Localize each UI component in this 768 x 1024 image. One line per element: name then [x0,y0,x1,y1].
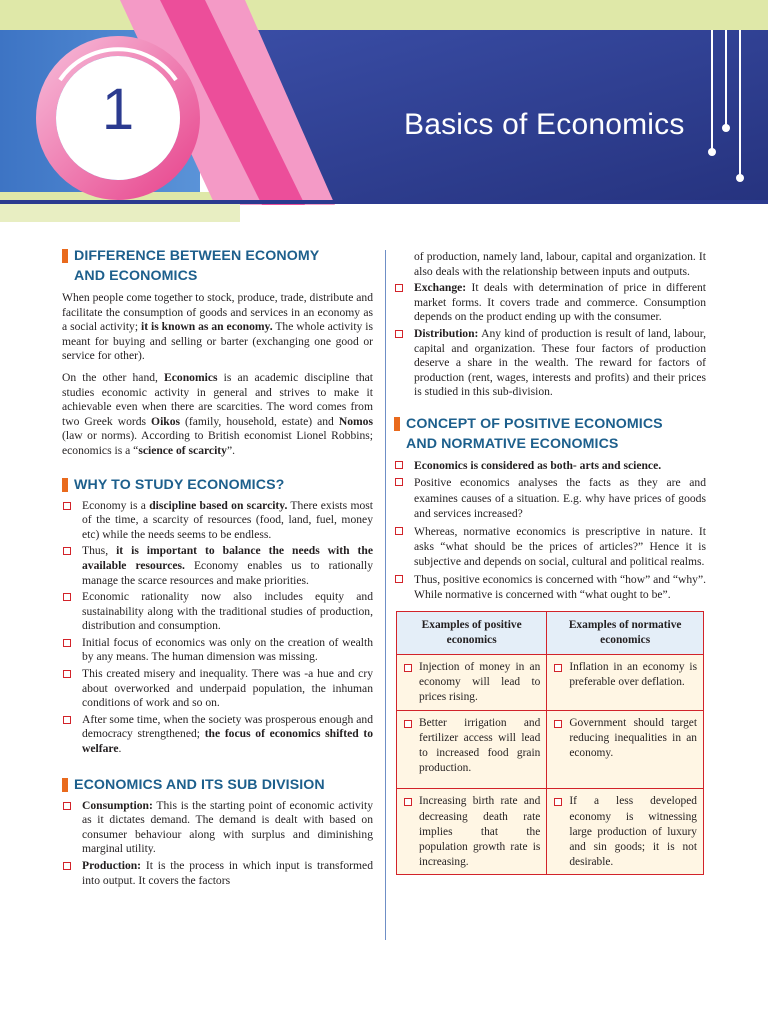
paragraph-economics: On the other hand, Economics is an academic discipline that studies economic activity in general and strives to make it achievable even when there are scarcities. The word comes from two Greek words Oikos (family, household, estate) and Nomos (law or norms). According to British economist Lionel Robbins; economics is a “science of scarcity”. [62,370,373,457]
left-column [62,246,373,890]
sub-division-list-continued [394,250,706,400]
list-item: Economics is considered as both- arts and science. [394,458,706,473]
list-item: Economic rationality now also includes equity and sustainability along with the traditional studies of production, distribution and consumption. [62,590,373,634]
sub-division-list [62,799,373,889]
checkbox-bullet-icon [554,798,562,806]
checkbox-bullet-icon [395,527,403,535]
table-cell: Increasing birth rate and decreasing death rate implies that the population growth rate is increasing. [397,789,547,875]
list-item: Whereas, normative economics is prescriptive in nature. It asks “what should be the prices of articles?” Hence it is subjective and depends on social, cultural and political realms. [394,524,706,570]
table-header-normative: Examples of normative economics [547,611,704,654]
chapter-banner [0,0,768,222]
positive-normative-list [394,458,706,603]
examples-table [396,611,704,876]
chapter-number: 1 [101,77,135,142]
table-row [397,789,704,875]
checkbox-bullet-icon [63,593,71,601]
list-item: Economy is a discipline based on scarcity. There exists most of the time, a scarcity of resources (food, land, fuel, money etc) while the needs seems to be endless. [62,499,373,543]
checkbox-bullet-icon [395,284,403,292]
checkbox-bullet-icon [63,716,71,724]
why-study-list [62,499,373,757]
list-item: Production: It is the process in which input is transformed into output. It covers the factors [62,859,373,888]
checkbox-bullet-icon [63,547,71,555]
table-cell: Inflation in an economy is preferable over deflation. [547,655,704,711]
list-item: Distribution: Any kind of production is result of land, labour, capital and organization. These four factors of production deserve a share in the wealth. The reward for factors of production (rent, wages, interests and profits) and their prices is studied in this sub-division. [394,327,706,400]
checkbox-bullet-icon [63,502,71,510]
heading-line: AND NORMATIVE ECONOMICS [406,435,619,452]
list-item: Positive economics analyses the facts as they are and examines causes of a situation. E.g. why have prices of goods and services increased? [394,475,706,521]
checkbox-bullet-icon [63,639,71,647]
list-item: Initial focus of economics was only on the creation of wealth by any means. The human dimension was missing. [62,636,373,665]
checkbox-bullet-icon [63,670,71,678]
table-header-row [397,611,704,654]
list-item: This created misery and inequality. There was -a hue and cry about overworked and underpaid population, the inhuman conditions of work and so on. [62,667,373,711]
table-row [397,710,704,789]
table-cell: If a less developed economy is witnessing large production of luxury and sin goods; it is not desirable. [547,789,704,875]
heading-line: DIFFERENCE BETWEEN ECONOMY [74,248,320,264]
checkbox-bullet-icon [404,798,412,806]
checkbox-bullet-icon [554,720,562,728]
list-item: Consumption: This is the starting point of economic activity as it dictates demand. The demand is dealt with based on consumer behaviour along with surplus and diminishing marginal utility. [62,799,373,857]
checkbox-bullet-icon [63,802,71,810]
checkbox-bullet-icon [395,575,403,583]
list-item: After some time, when the society was prosperous enough and democracy strengthened; the focus of economics shifted to welfare. [62,713,373,757]
list-item: Exchange: It deals with determination of price in different market forms. It covers trade and commerce. Consumption depends on the product ending up with the consumer. [394,281,706,325]
section-heading-sub-division: ECONOMICS AND ITS SUB DIVISION [62,775,373,795]
list-item-continued: of production, namely land, labour, capital and organization. It also deals with the relationship between inputs and outputs. [414,250,706,278]
table-header-positive: Examples of positive economics [397,611,547,654]
checkbox-bullet-icon [395,330,403,338]
checkbox-bullet-icon [404,720,412,728]
heading-line: CONCEPT OF POSITIVE ECONOMICS [406,415,663,432]
paragraph-economy: When people come together to stock, produce, trade, distribute and facilitate the consumption of goods and services in an economy as a social activity; it is known as an economy. The whole activity is meant for buying and selling or barter (exchanging one good or service for other). [62,291,374,363]
right-column [394,250,706,875]
section-heading-positive-normative [394,414,706,454]
table-row [397,655,704,711]
checkbox-bullet-icon [395,478,403,486]
heading-line: AND ECONOMICS [74,268,198,284]
list-item: Thus, it is important to balance the needs with the available resources. Economy enables us to rationally manage the scarce resources and make priorities. [62,544,373,588]
column-divider [385,250,386,940]
chapter-title: Basics of Economics [404,108,685,141]
list-item: Thus, positive economics is concerned with “how” and “why”. While normative is concerned with “what ought to be”. [394,572,706,603]
checkbox-bullet-icon [63,862,71,870]
table-cell: Government should target reducing inequalities in an economy. [547,710,704,789]
section-heading-why-study: WHY TO STUDY ECONOMICS? [62,475,373,495]
table-cell: Better irrigation and fertilizer access will lead to increased food grain production. [397,710,547,789]
checkbox-bullet-icon [554,664,562,672]
section-heading-difference [62,246,373,286]
checkbox-bullet-icon [404,664,412,672]
table-cell: Injection of money in an economy will lead to prices rising. [397,655,547,711]
checkbox-bullet-icon [395,461,403,469]
